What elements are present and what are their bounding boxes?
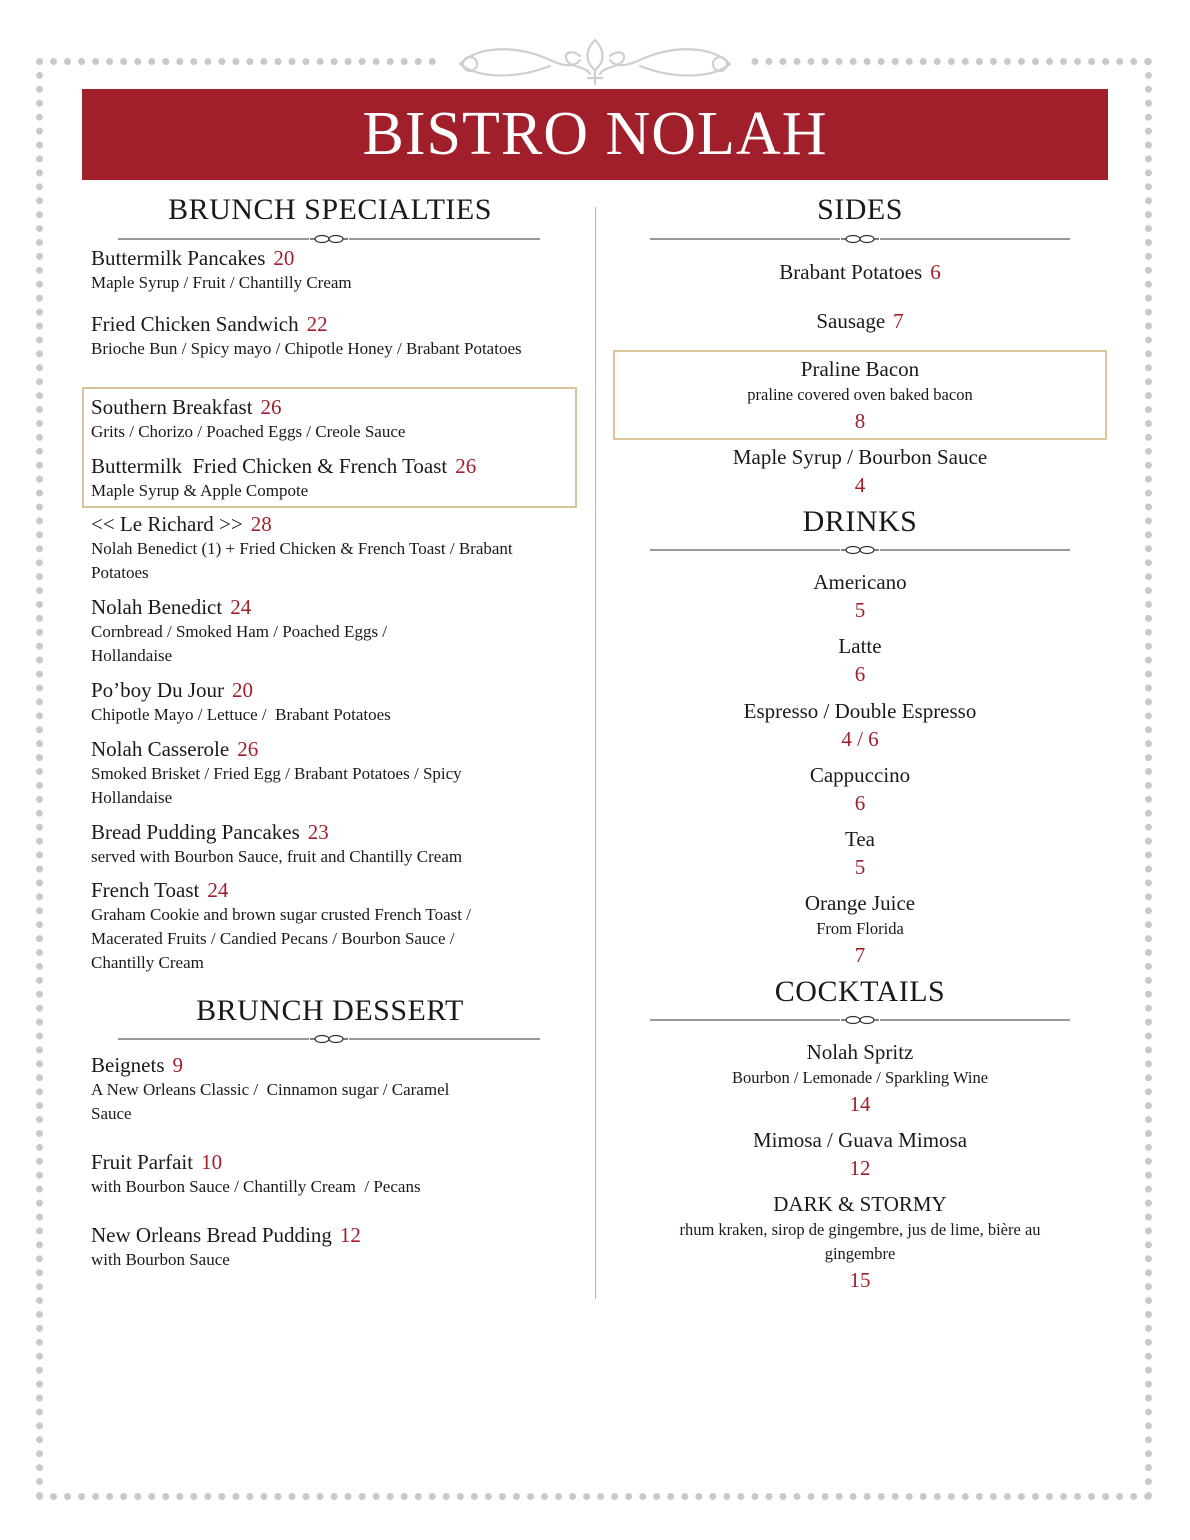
flourish-ornament-icon bbox=[440, 34, 750, 90]
item-name: Fried Chicken Sandwich bbox=[91, 312, 299, 336]
item-price: 28 bbox=[250, 512, 272, 536]
menu-item-poboy-du-jour bbox=[91, 677, 551, 727]
drinks-heading: DRINKS bbox=[802, 505, 918, 538]
drink-item-latte bbox=[650, 633, 1070, 688]
item-price: 14 bbox=[849, 1092, 871, 1116]
section-flourish-rule-icon bbox=[650, 233, 1070, 245]
item-name: Cappuccino bbox=[809, 763, 911, 787]
item-price: 26 bbox=[455, 454, 477, 478]
brunch-dessert-heading: BRUNCH DESSERT bbox=[196, 994, 464, 1027]
item-price: 20 bbox=[232, 678, 254, 702]
item-name: Espresso / Double Espresso bbox=[743, 699, 977, 723]
item-price: 15 bbox=[849, 1268, 871, 1292]
item-description: Maple Syrup & Apple Compote bbox=[91, 481, 309, 500]
item-price: 20 bbox=[273, 246, 295, 270]
item-name: Buttermilk Fried Chicken & French Toast bbox=[91, 454, 448, 478]
item-price: 9 bbox=[172, 1053, 183, 1077]
item-name: Buttermilk Pancakes bbox=[91, 246, 266, 270]
item-price: 22 bbox=[306, 312, 328, 336]
menu-item-french-toast bbox=[91, 877, 521, 975]
section-flourish-rule-icon bbox=[118, 1033, 540, 1045]
item-description: Chipotle Mayo / Lettuce / Brabant Potatoes bbox=[91, 705, 391, 724]
section-flourish-rule-icon bbox=[118, 233, 540, 245]
item-price: 5 bbox=[854, 855, 866, 879]
item-price: 6 bbox=[854, 662, 866, 686]
item-description: with Bourbon Sauce bbox=[91, 1250, 230, 1269]
item-price: 7 bbox=[854, 943, 866, 967]
item-price: 12 bbox=[339, 1223, 361, 1247]
section-flourish-rule-icon bbox=[650, 544, 1070, 556]
item-description: A New Orleans Classic / Cinnamon sugar / Caramel Sauce bbox=[91, 1080, 454, 1123]
drink-item-tea bbox=[650, 826, 1070, 881]
cocktail-item-nolah-spritz bbox=[650, 1039, 1070, 1118]
item-name: New Orleans Bread Pudding bbox=[91, 1223, 332, 1247]
item-price: 5 bbox=[854, 598, 866, 622]
item-description: rhum kraken, sirop de gingembre, jus de lime, bière au gingembre bbox=[679, 1220, 1041, 1263]
item-description: praline covered oven baked bacon bbox=[747, 385, 973, 404]
item-name: Brabant Potatoes bbox=[779, 260, 923, 284]
menu-item-fried-chicken-sandwich bbox=[91, 311, 531, 361]
item-description: Bourbon / Lemonade / Sparkling Wine bbox=[731, 1068, 989, 1087]
drink-item-americano bbox=[650, 569, 1070, 624]
item-price: 6 bbox=[930, 260, 941, 284]
menu-item-buttermilk-pancakes bbox=[91, 245, 551, 295]
sides-heading: SIDES bbox=[817, 193, 903, 226]
item-description: Smoked Brisket / Fried Egg / Brabant Potatoes / Spicy Hollandaise bbox=[91, 764, 462, 807]
item-name: Maple Syrup / Bourbon Sauce bbox=[732, 445, 988, 469]
cocktail-item-dark-and-stormy bbox=[650, 1191, 1070, 1294]
item-name: Sausage bbox=[816, 309, 886, 333]
item-name: Nolah Spritz bbox=[806, 1040, 914, 1064]
menu-item-new-orleans-bread-pudding bbox=[91, 1222, 551, 1272]
item-name: Praline Bacon bbox=[800, 357, 920, 381]
drink-item-espresso bbox=[650, 698, 1070, 753]
item-price: 10 bbox=[201, 1150, 223, 1174]
item-price: 8 bbox=[854, 409, 866, 433]
item-name: Southern Breakfast bbox=[91, 395, 253, 419]
item-name: << Le Richard >> bbox=[91, 512, 243, 536]
item-price: 12 bbox=[849, 1156, 871, 1180]
item-name: DARK & STORMY bbox=[773, 1192, 947, 1216]
item-description: Grits / Chorizo / Poached Eggs / Creole Sauce bbox=[91, 422, 406, 441]
side-item-maple-bourbon-sauce bbox=[650, 444, 1070, 499]
item-price: 24 bbox=[207, 878, 229, 902]
item-price: 6 bbox=[854, 791, 866, 815]
item-price: 4 bbox=[854, 473, 866, 497]
item-name: Orange Juice bbox=[804, 891, 916, 915]
side-item-praline-bacon bbox=[650, 356, 1070, 435]
item-name: Bread Pudding Pancakes bbox=[91, 820, 300, 844]
item-name: Mimosa / Guava Mimosa bbox=[752, 1128, 968, 1152]
item-name: Nolah Casserole bbox=[91, 737, 230, 761]
drink-item-orange-juice bbox=[650, 890, 1070, 969]
item-name: Tea bbox=[844, 827, 875, 851]
item-description: served with Bourbon Sauce, fruit and Chantilly Cream bbox=[91, 847, 463, 866]
item-description: From Florida bbox=[816, 919, 904, 938]
side-item-sausage bbox=[650, 308, 1070, 335]
item-description: Brioche Bun / Spicy mayo / Chipotle Honey / Brabant Potatoes bbox=[91, 339, 522, 358]
item-description: Nolah Benedict (1) + Fried Chicken & French Toast / Brabant Potatoes bbox=[91, 539, 513, 582]
item-price: 24 bbox=[230, 595, 252, 619]
title-banner bbox=[82, 89, 1108, 180]
menu-item-fruit-parfait bbox=[91, 1149, 551, 1199]
column-divider bbox=[595, 207, 596, 1299]
item-price: 26 bbox=[237, 737, 259, 761]
side-item-brabant-potatoes bbox=[650, 259, 1070, 286]
item-name: Po’boy Du Jour bbox=[91, 678, 225, 702]
item-name: Nolah Benedict bbox=[91, 595, 223, 619]
menu-item-nolah-benedict bbox=[91, 594, 471, 668]
drink-item-cappuccino bbox=[650, 762, 1070, 817]
restaurant-title: BISTRO NOLAH bbox=[362, 100, 828, 168]
item-price: 4 / 6 bbox=[841, 727, 879, 751]
menu-item-chicken-french-toast bbox=[91, 453, 551, 503]
item-name: Fruit Parfait bbox=[91, 1150, 194, 1174]
menu-item-beignets bbox=[91, 1052, 471, 1126]
item-name: Beignets bbox=[91, 1053, 165, 1077]
section-flourish-rule-icon bbox=[650, 1014, 1070, 1026]
item-price: 26 bbox=[260, 395, 282, 419]
menu-item-bread-pudding-pancakes bbox=[91, 819, 551, 869]
item-description: Maple Syrup / Fruit / Chantilly Cream bbox=[91, 273, 352, 292]
item-price: 7 bbox=[893, 309, 904, 333]
item-description: Cornbread / Smoked Ham / Poached Eggs / Hollandaise bbox=[91, 622, 388, 665]
menu-item-le-richard bbox=[91, 511, 521, 585]
brunch-specialties-heading: BRUNCH SPECIALTIES bbox=[168, 193, 492, 226]
item-name: Americano bbox=[813, 570, 907, 594]
menu-item-nolah-casserole bbox=[91, 736, 531, 810]
menu-item-southern-breakfast bbox=[91, 394, 551, 444]
item-price: 23 bbox=[307, 820, 329, 844]
item-description: with Bourbon Sauce / Chantilly Cream / Pecans bbox=[91, 1177, 421, 1196]
item-name: French Toast bbox=[91, 878, 200, 902]
cocktail-item-mimosa bbox=[650, 1127, 1070, 1182]
item-description: Graham Cookie and brown sugar crusted French Toast / Macerated Fruits / Candied Pecans / Bourbon Sauce / Chantilly Cream bbox=[91, 905, 471, 972]
cocktails-heading: COCKTAILS bbox=[774, 975, 946, 1008]
item-name: Latte bbox=[838, 634, 882, 658]
